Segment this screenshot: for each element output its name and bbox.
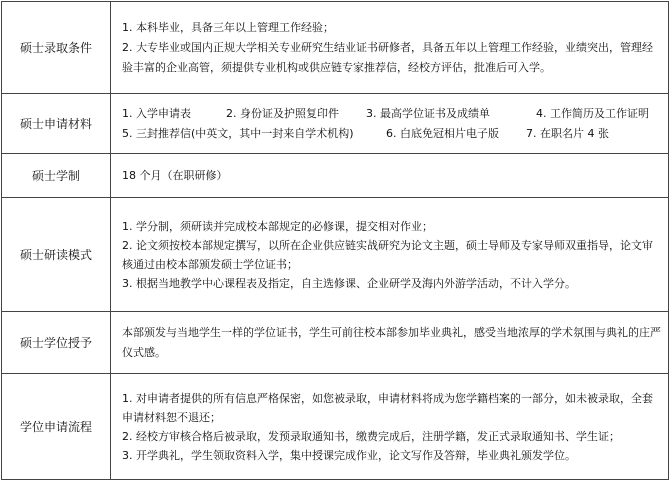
row-label-degree-award: 硕士学位授予 xyxy=(2,312,111,374)
text-line: 1. 学分制，须研读并完成校本部规定的必修课，提交相对作业； xyxy=(122,219,433,233)
material-item: 1. 入学申请表 xyxy=(122,106,191,120)
text-line: 3. 开学典礼，学生领取资料入学，集中授课完成作业，论文写作及答辩，毕业典礼颁发学位。 xyxy=(122,448,576,462)
row-label-duration: 硕士学制 xyxy=(2,154,111,198)
table-row xyxy=(2,198,669,312)
material-item: 7. 在职名片 4 张 xyxy=(526,126,609,140)
row-label-study-mode: 硕士研读模式 xyxy=(2,198,111,312)
row-content-degree-award xyxy=(111,312,669,374)
material-item: 4. 工作简历及工作证明 xyxy=(536,106,649,120)
text-line: 1. 本科毕业，具备三年以上管理工作经验； xyxy=(122,20,334,34)
text-line: 1. 对申请者提供的所有信息严格保密，如您被录取，申请材料将成为您学籍档案的一部分，如未被录取，全套申请材料恕不退还； xyxy=(122,391,653,424)
table-row xyxy=(2,154,669,198)
row-content-application-process xyxy=(111,374,669,480)
material-item: 5. 三封推荐信(中英文，其中一封来自学术机构) xyxy=(122,126,354,140)
material-item: 3. 最高学位证书及成绩单 xyxy=(366,106,490,120)
program-info-table xyxy=(1,1,669,480)
text-line: 2. 大专毕业或国内正规大学相关专业研究生结业证书研修者，具备五年以上管理工作经验，业绩突出，管理经验丰富的企业高管，须提供专业机构或供应链专家推荐信，经校方评估，批准后可入学。 xyxy=(122,40,653,74)
text-line: 本部颁发与当地学生一样的学位证书，学生可前往校本部参加毕业典礼，感受当地浓厚的学术氛围与典礼的庄严仪式感。 xyxy=(122,325,661,359)
materials-line xyxy=(122,104,662,124)
text-line: 18 个月（在职研修） xyxy=(122,168,228,182)
row-content-admission xyxy=(111,2,669,94)
material-item: 6. 白底免冠相片电子版 xyxy=(386,126,499,140)
table-row xyxy=(2,374,669,480)
material-item: 2. 身份证及护照复印件 xyxy=(226,106,339,120)
row-label-materials: 硕士申请材料 xyxy=(2,94,111,154)
text-line: 2. 论文须按校本部规定撰写，以所在企业供应链实战研究为论文主题，硕士导师及专家导师双重指导，论文审核通过由校本部颁发硕士学位证书； xyxy=(122,238,653,271)
row-content-materials xyxy=(111,94,669,154)
table-row xyxy=(2,312,669,374)
text-line: 2. 经校方审核合格后被录取，发预录取通知书，缴费完成后，注册学籍，发正式录取通知书、学生证； xyxy=(122,429,620,443)
materials-line xyxy=(122,124,662,144)
row-label-application-process: 学位申请流程 xyxy=(2,374,111,480)
table-row xyxy=(2,2,669,94)
text-line: 3. 根据当地教学中心课程表及指定，自主选修课、企业研学及海内外游学活动，不计入学分。 xyxy=(122,276,576,290)
row-label-admission: 硕士录取条件 xyxy=(2,2,111,94)
row-content-duration xyxy=(111,154,669,198)
row-content-study-mode xyxy=(111,198,669,312)
table-row xyxy=(2,94,669,154)
